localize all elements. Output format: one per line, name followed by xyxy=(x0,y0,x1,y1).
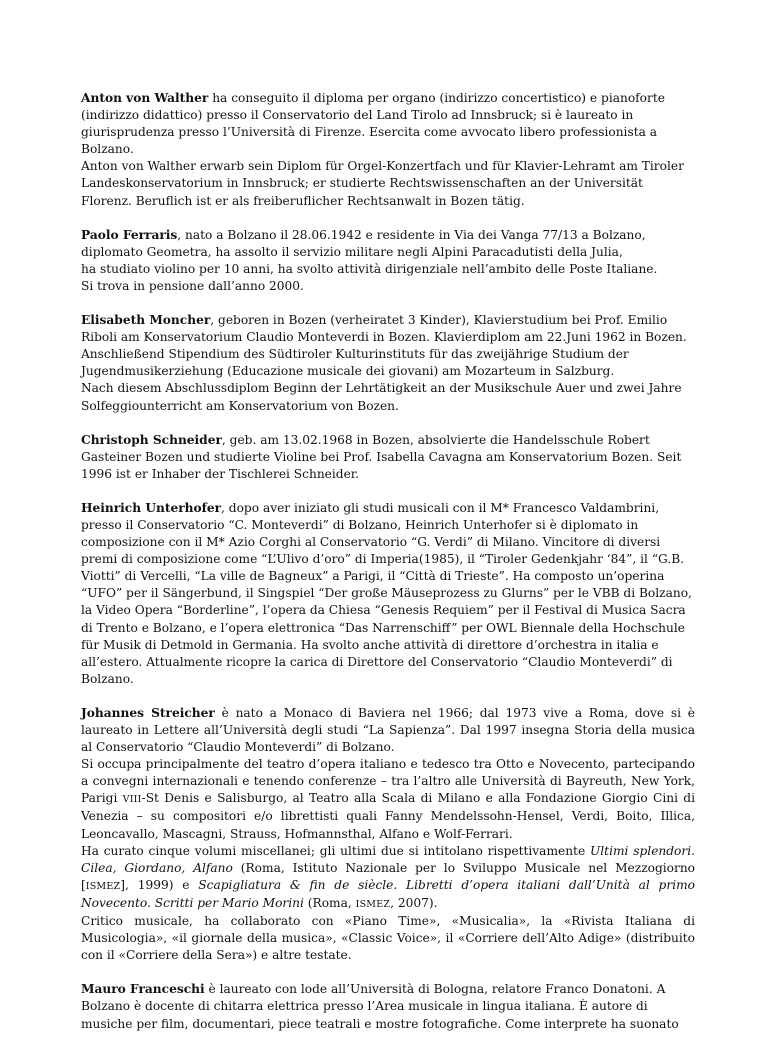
bio-paragraph xyxy=(81,432,695,483)
bio-text: Ha curato cinque volumi miscellanei; gli ultimi due si intitolano rispettivamente xyxy=(81,843,590,858)
bio-text: Si occupa principalmente del teatro d’opera italiano e tedesco tra Otto e Novecento, partecipando a convegni internazionali e tenendo conferenze – tra l’altro alle Università di Bayreuth, New York, Parigi xyxy=(81,757,695,806)
person-name: Heinrich Unterhofer xyxy=(81,500,222,515)
book-title: Ultimi splendori. Cilea, Giordano, Alfano xyxy=(81,843,695,875)
bio-paragraph xyxy=(81,90,695,158)
bio-text: ], 1999) e xyxy=(120,877,199,892)
bio-text: , nato a Bolzano il 28.06.1942 e residente in Via dei Vanga 77/13 a Bolzano, diplomato Geometra, ha assolto il servizio militare negli Alpini Paracadutisti della Julia, xyxy=(81,227,646,259)
bio-paragraph xyxy=(81,500,695,688)
bio-text: , dopo aver iniziato gli studi musicali con il M* Francesco Valdambrini, presso il Conservatorio “C. Monteverdi” di Bolzano, Heinrich Unterhofer si è diplomato in composizione con il M* Azio Corghi al Conservatorio “G. Verdi” di Milano. Vincitore di diversi premi di composizione come “L’Ulivo d’oro” di Imperia(1985), il “Tiroler Gedenkjahr ‘84”, il “G.B. Viotti” di Vercelli, “La ville de Bagneux” a Parigi, il “Città di Trieste”. Ha composto un’operina “UFO” per il Sängerbund, il Singspiel “Der große Mäuseprozess zu Glurns” per le VBB di Bolzano, la Video Opera “Borderline”, l’opera da Chiesa “Genesis Requiem” per il Festival di Musica Sacra di Trento e Bolzano, e l’opera elettronica “Das Narrenschiff” per OWL Biennale della Hochschule für Musik di Detmold in Germania. Ha svolto anche attività di direttore d’orchestra in italia e all’estero. Attualmente ricopre la carica di Direttore del Conservatorio “Claudio Monteverdi” di Bolzano. xyxy=(81,500,692,686)
bio-text: ha conseguito il diploma per organo (indirizzo concertistico) e pianoforte (indirizzo didattico) presso il Conservatorio del Land Tirolo ad Innsbruck; si è laureato in giurisprudenza presso l’Università di Firenze. Esercita come avvocato libero professionista a Bolzano. xyxy=(81,91,665,157)
person-name: Paolo Ferraris xyxy=(81,227,178,242)
bio-text: Si trova in pensione dall’anno 2000. xyxy=(81,278,304,293)
bio-text: (Roma, Istituto Nazionale per lo Sviluppo Musicale nel Mezzogiorno [ xyxy=(81,860,696,892)
bio-paragraph xyxy=(81,705,695,756)
bio-paragraph xyxy=(81,227,695,261)
bio-text: -St Denis e Salisburgo, al Teatro alla Scala di Milano e alla Fondazione Giorgio Cini di Venezia – su compositori e/o librettisti quali Fanny Mendelssohn-Hensel, Verdi, Boito, Illica, Leoncavallo, Mascagni, Strauss, Hofmannsthal, Alfano e Wolf-Ferrari. xyxy=(81,791,695,841)
bio-text: Critico musicale, ha collaborato con «Piano Time», «Musicalia», la «Rivista Italiana di Musicologia», «il giornale della musica», «Classic Voice», il «Corriere dell’Alto Adige» (distribuito con il «Corriere della Sera») e altre testate. xyxy=(81,914,695,963)
document-page xyxy=(81,90,695,1050)
bio-paragraph xyxy=(81,312,695,380)
small-caps-text: VIII xyxy=(122,794,142,806)
bio-paragraph xyxy=(81,380,695,414)
bio-paragraph xyxy=(81,843,695,913)
person-name: Mauro Franceschi xyxy=(81,982,205,997)
bio-paolo-ferraris xyxy=(81,227,695,295)
bio-text: , 2007). xyxy=(390,895,438,910)
small-caps-text: ISMEZ xyxy=(85,880,121,892)
bio-text: è laureato con lode all’Università di Bologna, relatore Franco Donatoni. A Bolzano è docente di chitarra elettrica presso l’Area musicale in lingua italiana. È autore di musiche per film, documentari, piece teatrali e mostre fotografiche. Come interprete ha suonato xyxy=(81,982,679,1031)
bio-heinrich-unterhofer xyxy=(81,500,695,688)
person-name: Christoph Schneider xyxy=(81,432,222,447)
bio-johannes-streicher xyxy=(81,705,695,964)
bio-paragraph xyxy=(81,158,695,209)
small-caps-text: ISMEZ xyxy=(355,898,391,910)
bio-paragraph xyxy=(81,278,695,295)
bio-text: è nato a Monaco di Baviera nel 1966; dal 1973 vive a Roma, dove si è laureato in Lettere all’Università degli studi “La Sapienza”. Dal 1997 insegna Storia della musica al Conservatorio “Claudio Monteverdi” di Bolzano. xyxy=(81,705,695,755)
person-name: Johannes Streicher xyxy=(81,705,215,720)
bio-paragraph xyxy=(81,261,695,278)
bio-paragraph xyxy=(81,756,695,842)
bio-text: (Roma, xyxy=(303,895,356,910)
person-name: Anton von Walther xyxy=(81,91,209,105)
book-title: Scapigliatura & fin de siècle. Libretti d’opera italiani dall’Unità al primo Novecento. Scritti per Mario Morini xyxy=(81,877,695,910)
bio-elisabeth-moncher xyxy=(81,312,695,415)
bio-anton-von-walther xyxy=(81,90,695,210)
bio-text: , geboren in Bozen (verheiratet 3 Kinder), Klavierstudium bei Prof. Emilio Riboli am Konservatorium Claudio Monteverdi in Bozen. Klavierdiplom am 22.Juni 1962 in Bozen. Anschließend Stipendium des Südtiroler Kulturinstituts für das zweijährige Studium der Jugendmusikerziehung (Educazione musicale dei giovani) am Mozarteum in Salzburg. xyxy=(81,313,687,379)
bio-text: Nach diesem Abschlussdiplom Beginn der Lehrtätigkeit an der Musikschule Auer und zwei Jahre Solfeggiounterricht am Konservatorium von Bozen. xyxy=(81,381,682,413)
bio-paragraph xyxy=(81,981,695,1032)
bio-mauro-franceschi xyxy=(81,981,695,1032)
bio-paragraph xyxy=(81,913,695,964)
bio-christoph-schneider xyxy=(81,432,695,483)
person-name: Elisabeth Moncher xyxy=(81,313,211,328)
bio-text: ha studiato violino per 10 anni, ha svolto attività dirigenziale nell’ambito delle Poste Italiane. xyxy=(81,261,658,276)
bio-text: , geb. am 13.02.1968 in Bozen, absolvierte die Handelsschule Robert Gasteiner Bozen und studierte Violine bei Prof. Isabella Cavagna am Konservatorium Bozen. Seit 1996 ist er Inhaber der Tischlerei Schneider. xyxy=(81,432,682,481)
bio-text: Anton von Walther erwarb sein Diplom für Orgel-Konzertfach und für Klavier-Lehramt am Tiroler Landeskonservatorium in Innsbruck; er studierte Rechtswissenschaften an der Universität Florenz. Beruflich ist er als freiberuflicher Rechtsanwalt in Bozen tätig. xyxy=(81,159,684,208)
